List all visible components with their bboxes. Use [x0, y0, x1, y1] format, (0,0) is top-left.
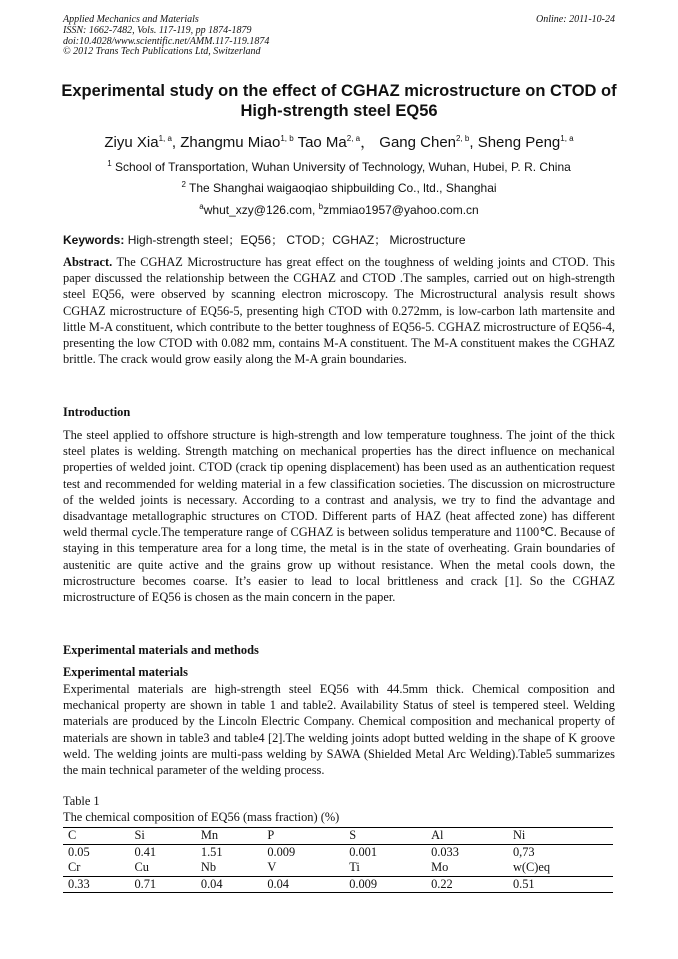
abstract-text: The CGHAZ Microstructure has great effect on the toughness of welding joints and CTOD. This paper discussed the relationship between the CGHAZ and CTOD .The samples, carried out on high-strength steel EQ56, were observed by scanning electron microscopy. The Microstructural analysis result shows CGHAZ microstructure of EQ56-5, presenting high CTOD with 0.272mm, is low-carbon lath martensite and little M-A constituent, which contribute to the better toughness of EQ56-5. CGHAZ microstructure of EQ56-4, presenting the low CTOD with 0.082 mm, contains M-A constituent. The M-A constituent makes the CGHAZ brittle. The crack would grow easily along the M-A grain boundaries.: [63, 255, 615, 367]
author-name: Sheng Peng: [477, 134, 561, 151]
table-cell: Cr: [68, 860, 81, 874]
author-affil-sup: 1, a: [158, 134, 172, 143]
table-cell: 1.51: [196, 844, 262, 860]
journal-doi: doi:10.4028/www.scientific.net/AMM.117-119.1874: [63, 35, 270, 47]
author-affil-sup: 2, b: [456, 134, 470, 143]
table-header-row: [63, 860, 613, 876]
email-sup: a: [199, 202, 204, 211]
online-date: Online: 2011-10-24: [536, 14, 615, 25]
table-row: [63, 876, 613, 893]
keywords: [63, 231, 623, 248]
affiliation-text: School of Transportation, Wuhan University of Technology, Wuhan, Hubei, P. R. China: [111, 160, 571, 174]
table-cell: 0.009: [262, 844, 344, 860]
title-line-1: Experimental study on the effect of CGHAZ microstructure on CTOD of: [61, 82, 617, 100]
email-text: whut_xzy@126.com,: [203, 203, 319, 217]
abstract: [63, 254, 615, 367]
email-sup: b: [318, 202, 324, 211]
table-cell: Cu: [134, 860, 149, 874]
table-cell: S: [344, 828, 426, 845]
table-cell: 0.001: [344, 844, 426, 860]
introduction-heading: Introduction: [63, 405, 131, 419]
table-caption: The chemical composition of EQ56 (mass fraction) (%): [63, 810, 340, 824]
table-cell: Nb: [200, 860, 217, 874]
table-header-row: [63, 828, 613, 845]
affiliation-sup: 1: [107, 159, 112, 168]
author-separator: ，: [360, 134, 380, 151]
table-cell: 0.33: [63, 876, 129, 893]
author-separator: ,: [171, 134, 181, 151]
journal-copyright: © 2012 Trans Tech Publications Ltd, Switzerland: [63, 46, 261, 58]
table-cell: 0.41: [129, 844, 195, 860]
author-list: [30, 131, 648, 152]
table-cell: 0.04: [262, 876, 344, 893]
author-affil-sup: 1, a: [560, 134, 574, 143]
table-cell: 0.71: [129, 876, 195, 893]
materials-text: Experimental materials are high-strength steel EQ56 with 44.5mm thick. Chemical composition and mechanical property are shown in table 1 and table2. Availability Status of steel is tempered steel. Welding materials are produced by the Lincoln Electric Company. Chemical composition and mechanical property of materials are shown in table3 and table4 [2].The welding joints adopt butted welding in the shape of K groove weld. The welding joints are multi-pass welding by SAWA (Shielded Metal Arc Welding).Table5 summarizes the main technical parameter of the welding process.: [63, 682, 615, 778]
email-text: zmmiao1957@yahoo.com.cn: [323, 203, 479, 217]
author-emails: [30, 203, 648, 217]
materials-subheading: Experimental materials: [63, 665, 188, 679]
table-cell: 0.22: [426, 876, 508, 893]
keywords-label: Keywords:: [63, 233, 128, 247]
journal-issn: ISSN: 1662-7482, Vols. 117-119, pp 1874-1879: [63, 24, 252, 36]
table-cell: Ni: [508, 828, 613, 845]
table-cell: Ti: [349, 860, 360, 874]
affiliation-sup: 2: [181, 180, 186, 189]
table-cell: P: [262, 828, 344, 845]
affiliation-text: The Shanghai waigaoqiao shipbuilding Co., ltd., Shanghai: [185, 181, 497, 195]
table-cell: Mo: [431, 860, 449, 874]
table-cell: 0.009: [344, 876, 426, 893]
table-label: Table 1: [63, 794, 100, 808]
journal-name: Applied Mechanics and Materials: [63, 14, 199, 25]
table-cell: 0.05: [63, 844, 129, 860]
introduction-text: The steel applied to offshore structure is high-strength and low temperature toughness. The joint of the thick steel plates is welding. Strength matching on mechanical properties has the direct influence on mechanical properties of welded joint. CTOD (crack tip opening displacement) has been used as an authentication request test and recommended for welding material in a few classification societies. The discussion on microstructure of the welded joints is necessary. According to a contrast and analysis, we try to find the advantage and disadvantage metallographic structures on CTOD. Different parts of HAZ (heat affected zone) has different weld thermal cycle.The temperature range of CGHAZ is between solidus temperature and 1100℃. Because of staying in this temperature area for a long time, the metal is in the state of overheating. Grain boundaries of austenitic are quite active and the grains grow up without resistance. When the metal cools down, the microstructure becomes coarse. It’s easier to lead to local brittleness and crack [1]. So the CGHAZ microstructure of EQ56 is chosen as the main concern in the paper.: [63, 428, 615, 605]
abstract-label: Abstract.: [63, 255, 113, 269]
table-cell: Si: [129, 828, 195, 845]
affiliation-2: [30, 181, 648, 195]
author-affil-sup: 1, b: [280, 134, 294, 143]
chemical-composition-table: [63, 827, 613, 893]
table-cell: Al: [426, 828, 508, 845]
author-name: Ziyu Xia: [104, 134, 159, 151]
journal-header: [63, 15, 615, 58]
table-cell: 0.04: [196, 876, 262, 893]
table-cell: 0,73: [508, 844, 613, 860]
paper-title: [40, 81, 638, 121]
table-cell: 0.033: [426, 844, 508, 860]
affiliation-1: [30, 160, 648, 174]
author-name: Zhangmu Miao: [180, 134, 281, 151]
author-separator: ,: [469, 134, 478, 151]
table-cell: 0.51: [508, 876, 613, 893]
author-name: Gang Chen: [379, 134, 457, 151]
table-cell: Mn: [196, 828, 262, 845]
keywords-text: High-strength steel；EQ56； CTOD；CGHAZ； Microstructure: [127, 233, 466, 247]
methods-heading: Experimental materials and methods: [63, 643, 259, 657]
table-cell: V: [267, 860, 277, 874]
table-row: [63, 844, 613, 860]
author-affil-sup: 2, a: [346, 134, 361, 143]
table-cell: w(C)eq: [512, 860, 551, 874]
table-cell: C: [63, 828, 129, 845]
author-name: Tao Ma: [297, 134, 347, 151]
title-line-2: High-strength steel EQ56: [240, 102, 438, 120]
